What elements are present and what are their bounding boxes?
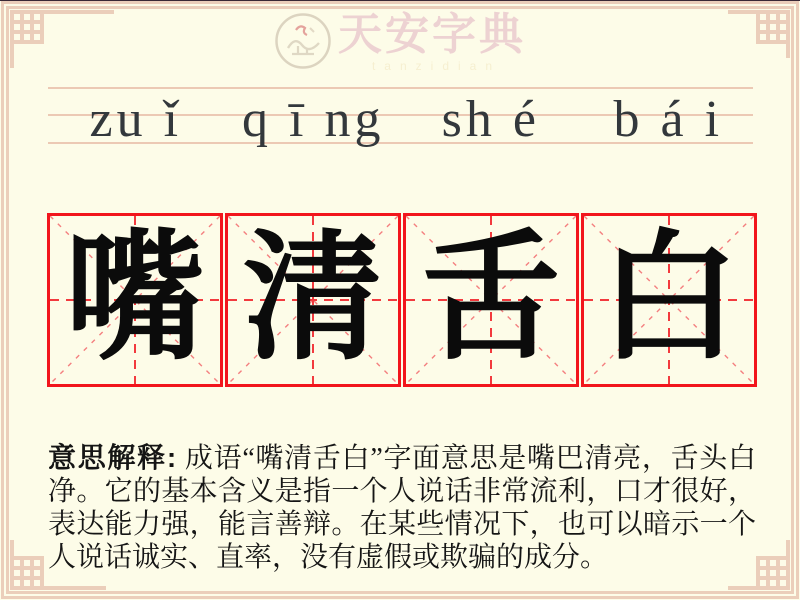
brand-title: 天安字典 [338, 10, 526, 59]
brand-subtitle: tanzidian [371, 59, 502, 73]
definition-section [48, 441, 756, 574]
hanzi-character: 白 [598, 222, 739, 377]
pinyin-syllable: sh é [441, 91, 540, 148]
hanzi-character: 清 [242, 222, 383, 377]
mizige-box [47, 213, 223, 387]
pinyin-syllable: b á i [613, 91, 724, 148]
hanzi-character: 舌 [420, 222, 561, 377]
pinyin-syllable: zu ǐ [89, 91, 183, 148]
pinyin-syllable: q ī ng [242, 91, 385, 148]
mizige-box [581, 213, 757, 387]
mizige-box [403, 213, 579, 387]
character-grid-row [47, 213, 757, 387]
mizige-box [225, 213, 401, 387]
pinyin-row [47, 91, 757, 148]
pinyin-rule-line [48, 87, 753, 89]
definition-label: 意思解释: [48, 442, 178, 473]
brand-logo [274, 12, 526, 75]
top-edge-line [0, 0, 800, 1]
seal-emblem-icon [274, 12, 332, 75]
definition-text: 成语“嘴清舌白”字面意思是嘴巴清亮，舌头白净。它的基本含义是指一个人说话非常流利，口才很好，表达能力强，能言善辩。在某些情况下，也可以暗示一个人说话诚实、直率，没有虚假或欺骗的成分。 [48, 443, 757, 573]
hanzi-character: 嘴 [64, 222, 205, 377]
